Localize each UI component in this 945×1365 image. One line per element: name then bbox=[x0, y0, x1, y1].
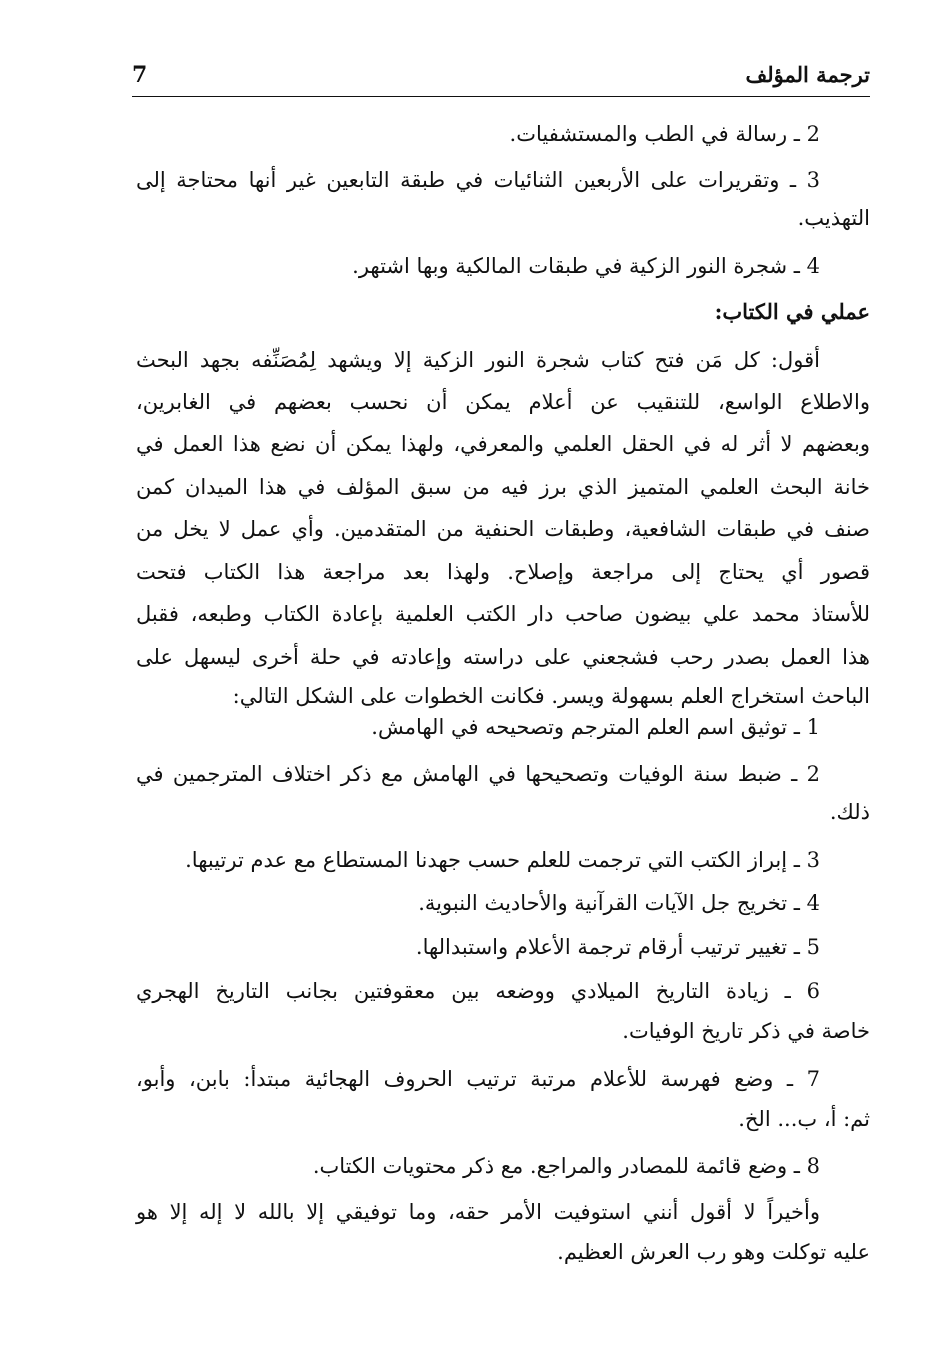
step-3-line: 3 ـ إبراز الكتب التي ترجمت للعلم حسب جهدنا المستطاع مع عدم ترتيبها. bbox=[185, 848, 820, 872]
paragraph-line: للأستاذ محمد علي بيضون صاحب دار الكتب العلمية بإعادة الكتاب وطبعه، فقبل bbox=[136, 602, 870, 626]
paragraph-line: الباحث استخراج العلم بسهولة ويسر. فكانت الخطوات على الشكل التالي: bbox=[232, 684, 870, 708]
list-item-3-line: 3 ـ وتقريرات على الأربعين الثنائيات في طبقة التابعين غير أنها محتاجة إلى bbox=[136, 168, 820, 192]
paragraph-line: وبعضهم لا أثر له في الحقل العلمي والمعرفي، ولهذا يمكن أن نضع هذا العمل في bbox=[136, 432, 870, 456]
paragraph-line: خانة البحث العلمي المتميز الذي برز فيه من سبق المؤلف في هذا الميدان كمن bbox=[136, 475, 870, 499]
step-7-line: 7 ـ وضع فهرسة للأعلام مرتبة ترتيب الحروف الهجائية مبتدأ: بابن، وأبو، bbox=[136, 1067, 820, 1091]
step-2-continuation: ذلك. bbox=[829, 800, 870, 824]
page-header bbox=[132, 62, 870, 97]
step-8-line: 8 ـ وضع قائمة للمصادر والمراجع. مع ذكر محتويات الكتاب. bbox=[312, 1154, 820, 1178]
page-number: 7 bbox=[132, 62, 148, 88]
closing-line: وأخيراً لا أقول أنني استوفيت الأمر حقه، وما توفيقي إلا بالله لا إله إلا هو bbox=[136, 1200, 820, 1224]
step-4-line: 4 ـ تخريج جل الآيات القرآنية والأحاديث النبوية. bbox=[418, 891, 820, 915]
list-item-2-line: 2 ـ رسالة في الطب والمستشفيات. bbox=[509, 122, 820, 146]
step-6-continuation: خاصة في ذكر تاريخ الوفيات. bbox=[622, 1019, 870, 1043]
step-5-line: 5 ـ تغيير ترتيب أرقام ترجمة الأعلام واستبدالها. bbox=[415, 935, 820, 959]
paragraph-line: قصور أي يحتاج إلى مراجعة وإصلاح. ولهذا بعد مراجعة هذا الكتاب فتحت bbox=[136, 560, 870, 584]
step-6-line: 6 ـ زيادة التاريخ الميلادي ووضعه بين معقوفتين بجانب التاريخ الهجري bbox=[136, 979, 820, 1003]
paragraph-line: والاطلاع الواسع، للتنقيب عن أعلام يمكن أن نحسب بعضهم في الغابرين، bbox=[136, 390, 870, 414]
step-7-continuation: ثم: أ، ب... الخ. bbox=[738, 1107, 870, 1131]
closing-line: عليه توكلت وهو رب العرش العظيم. bbox=[557, 1240, 870, 1264]
running-title: ترجمة المؤلف bbox=[745, 62, 870, 87]
paragraph-line: هذا العمل بصدر رحب فشجعني على دراسته وإعادته في حلة أخرى ليسهل على bbox=[136, 645, 870, 669]
paragraph-line: صنف في طبقات الشافعية، وطبقات الحنفية من المتقدمين. وأي عمل لا يخل من bbox=[136, 517, 870, 541]
paragraph-line: أقول: كل مَن فتح كتاب شجرة النور الزكية إلا ويشهد لِمُصَنِّفه بجهد البحث bbox=[136, 348, 820, 372]
section-heading: عملي في الكتاب: bbox=[714, 299, 870, 324]
step-2-line: 2 ـ ضبط سنة الوفيات وتصحيحها في الهامش مع ذكر اختلاف المترجمين في bbox=[136, 762, 820, 786]
step-1-line: 1 ـ توثيق اسم العلم المترجم وتصحيحه في الهامش. bbox=[371, 715, 820, 739]
list-item-4-line: 4 ـ شجرة النور الزكية في طبقات المالكية وبها اشتهر. bbox=[352, 254, 820, 278]
list-item-3-continuation: التهذيب. bbox=[797, 206, 870, 230]
